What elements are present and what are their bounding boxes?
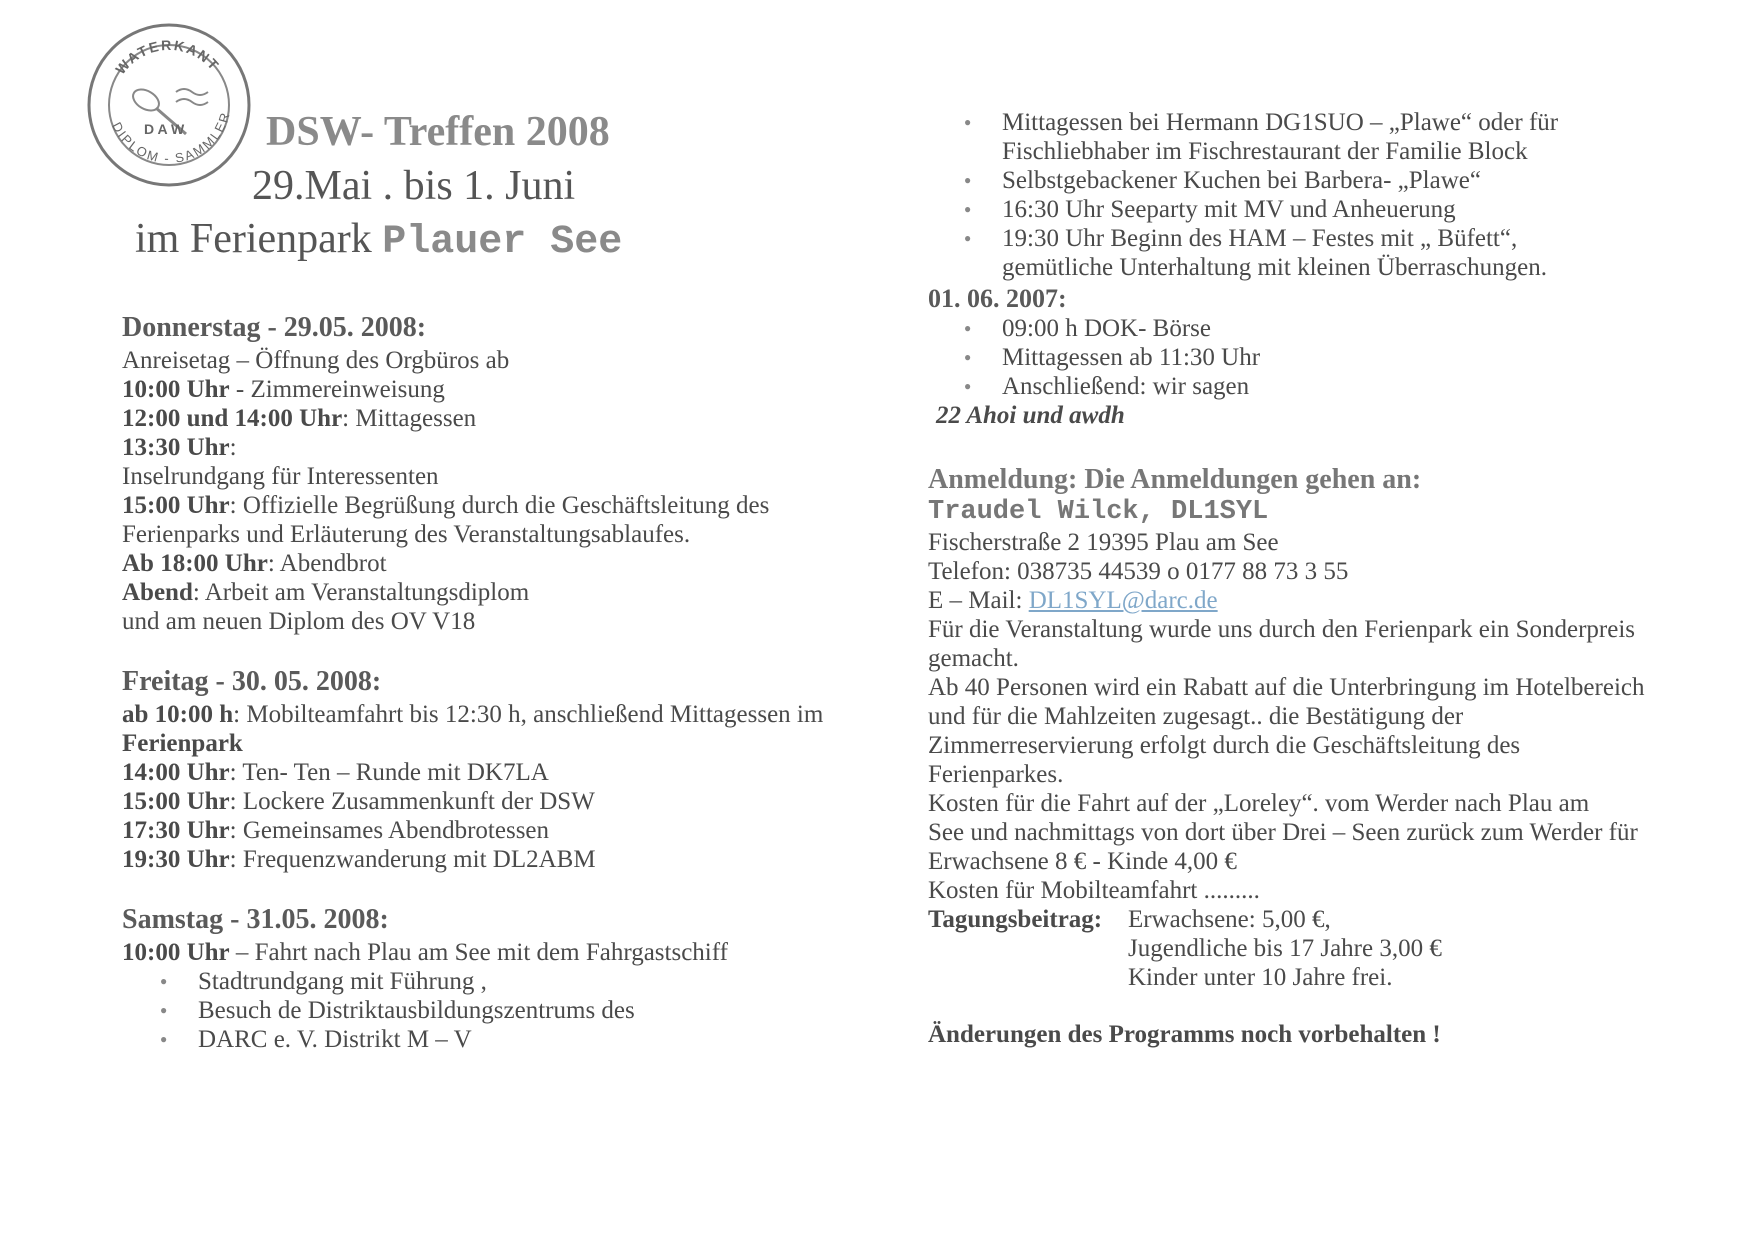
saturday-bullet: ● Stadtrundgang mit Führung ,: [160, 967, 862, 996]
schedule-line: [122, 491, 862, 520]
registration-heading: Anmeldung: Die Anmeldungen gehen an:: [928, 464, 1422, 495]
svg-text:D A W: D A W: [144, 121, 185, 137]
schedule-time: 15:00 Uhr: [122, 788, 230, 815]
schedule-line: [122, 404, 862, 433]
saturday-bullet: ● Besuch de Distriktausbildungszentrums des: [160, 996, 862, 1025]
event-title: DSW- Treffen 2008: [266, 109, 610, 155]
schedule-line: [122, 816, 862, 845]
schedule-time: 17:30 Uhr: [122, 817, 230, 844]
schedule-text: Anreisetag – Öffnung des Orgbüros ab: [122, 347, 510, 374]
saturday-bullet: ● 16:30 Uhr Seeparty mit MV und Anheuerung: [964, 195, 1728, 224]
registration-info-line: gemacht.: [928, 645, 1019, 672]
schedule-text: : Lockere Zusammenkunft der DSW: [229, 788, 595, 815]
schedule-text: : Gemeinsames Abendbrotessen: [229, 817, 550, 844]
schedule-time: ab 10:00 h: [122, 701, 234, 728]
saturday-bullet: ● DARC e. V. Distrikt M – V: [160, 1025, 862, 1054]
schedule-text: - Zimmereinweisung: [229, 376, 445, 403]
schedule-line: [122, 520, 862, 549]
schedule-time: Abend: [122, 579, 193, 606]
schedule-line: [122, 787, 862, 816]
schedule-text: : Offizielle Begrüßung durch die Geschäftsleitung des: [229, 492, 770, 519]
schedule-line: [122, 375, 862, 404]
schedule-line: [122, 462, 862, 491]
thursday-heading: Donnerstag - 29.05. 2008:: [122, 312, 427, 343]
changes-notice: Änderungen des Programms noch vorbehalten !: [928, 1021, 1441, 1048]
svg-text:DIPLOM - SAMMLER: DIPLOM - SAMMLER: [109, 109, 234, 166]
email-link[interactable]: DL1SYL@darc.de: [1028, 587, 1218, 614]
fee-line: Kinder unter 10 Jahre frei.: [1128, 964, 1393, 991]
saturday-first-line: 10:00 Uhr – Fahrt nach Plau am See mit dem Fahrgastschiff: [122, 939, 728, 966]
friday-heading: Freitag - 30. 05. 2008:: [122, 666, 382, 697]
registration-info-line: Ferienparkes.: [928, 761, 1064, 788]
registration-info-line: See und nachmittags von dort über Drei – Seen zurück zum Werder für: [928, 819, 1638, 846]
sunday-heading: 01. 06. 2007:: [928, 284, 1067, 313]
saturday-bullet: ● Mittagessen bei Hermann DG1SUO – „Plawe“ oder für: [964, 108, 1728, 137]
registration-info-line: Für die Veranstaltung wurde uns durch den Ferienpark ein Sonderpreis: [928, 616, 1636, 643]
schedule-text: : Arbeit am Veranstaltungsdiplom: [192, 579, 530, 606]
sunday-bullet: ● 09:00 h DOK- Börse: [964, 314, 1728, 343]
registration-info-line: Kosten für Mobilteamfahrt .........: [928, 877, 1260, 904]
schedule-text: Ferienparks und Erläuterung des Veranstaltungsablaufes.: [122, 521, 691, 548]
saturday-heading: Samstag - 31.05. 2008:: [122, 904, 389, 935]
registration-address: Fischerstraße 2 19395 Plau am See: [928, 529, 1279, 556]
event-location: im Ferienpark Plauer See: [135, 216, 623, 265]
schedule-text: : Ten- Ten – Runde mit DK7LA: [229, 759, 549, 786]
saturday-bullet: ● 19:30 Uhr Beginn des HAM – Festes mit „ Büfett“,: [964, 224, 1728, 253]
schedule-line: [122, 346, 862, 375]
schedule-time: 13:30 Uhr: [122, 434, 230, 461]
schedule-time: 12:00 und 14:00 Uhr: [122, 405, 343, 432]
schedule-text: :: [229, 434, 237, 461]
registration-info-line: Erwachsene 8 € - Kinde 4,00 €: [928, 848, 1237, 875]
registration-phone: Telefon: 038735 44539 o 0177 88 73 3 55: [928, 558, 1349, 585]
schedule-text: : Abendbrot: [267, 550, 387, 577]
fee-row: Tagungsbeitrag: Erwachsene: 5,00 €, Jugendliche bis 17 Jahre 3,00 € Kinder unter 10 Jahre frei.: [928, 906, 1442, 991]
schedule-text: Inselrundgang für Interessenten: [122, 463, 439, 490]
club-stamp-logo: [86, 22, 252, 188]
schedule-line: [122, 700, 862, 729]
saturday-bullet: gemütliche Unterhaltung mit kleinen Überraschungen.: [1002, 254, 1547, 281]
schedule-line: [122, 845, 862, 874]
farewell-text: 22 Ahoi und awdh: [936, 402, 1125, 429]
saturday-bullet: ● Selbstgebackener Kuchen bei Barbera- „Plawe“: [964, 166, 1728, 195]
schedule-line: [122, 729, 862, 758]
registration-contact-name: Traudel Wilck, DL1SYL: [928, 497, 1269, 527]
schedule-line: [122, 578, 862, 607]
sunday-bullet: ● Mittagessen ab 11:30 Uhr: [964, 343, 1728, 372]
sunday-bullet: ● Anschließend: wir sagen: [964, 372, 1728, 401]
schedule-text: und am neuen Diplom des OV V18: [122, 608, 476, 635]
schedule-time: 10:00 Uhr: [122, 376, 230, 403]
left-column: [122, 312, 862, 1054]
event-dates: 29.Mai . bis 1. Juni: [252, 163, 576, 209]
right-column: [928, 108, 1728, 1049]
schedule-line: [122, 607, 862, 636]
schedule-time: Ab 18:00 Uhr: [122, 550, 268, 577]
schedule-text: : Mittagessen: [342, 405, 477, 432]
registration-email-line: E – Mail: DL1SYL@darc.de: [928, 587, 1218, 614]
saturday-bullet: Fischliebhaber im Fischrestaurant der Familie Block: [1002, 138, 1528, 165]
schedule-time: 14:00 Uhr: [122, 759, 230, 786]
registration-info-line: Kosten für die Fahrt auf der „Loreley“. vom Werder nach Plau am: [928, 790, 1590, 817]
schedule-line: [122, 549, 862, 578]
svg-text:WATERKANT: WATERKANT: [112, 36, 224, 78]
registration-info-line: Ab 40 Personen wird ein Rabatt auf die Unterbringung im Hotelbereich: [928, 674, 1645, 701]
schedule-time: Ferienpark: [122, 730, 243, 757]
registration-info-line: Zimmerreservierung erfolgt durch die Geschäftsleitung des: [928, 732, 1521, 759]
fee-line: Erwachsene: 5,00 €,: [1128, 906, 1331, 933]
schedule-line: [122, 433, 862, 462]
fee-line: Jugendliche bis 17 Jahre 3,00 €: [1128, 935, 1442, 962]
schedule-text: : Mobilteamfahrt bis 12:30 h, anschließend Mittagessen im: [233, 701, 824, 728]
schedule-time: 19:30 Uhr: [122, 846, 230, 873]
schedule-line: [122, 758, 862, 787]
registration-info-line: und für die Mahlzeiten zugesagt.. die Bestätigung der: [928, 703, 1464, 730]
schedule-time: 15:00 Uhr: [122, 492, 230, 519]
schedule-text: : Frequenzwanderung mit DL2ABM: [229, 846, 596, 873]
